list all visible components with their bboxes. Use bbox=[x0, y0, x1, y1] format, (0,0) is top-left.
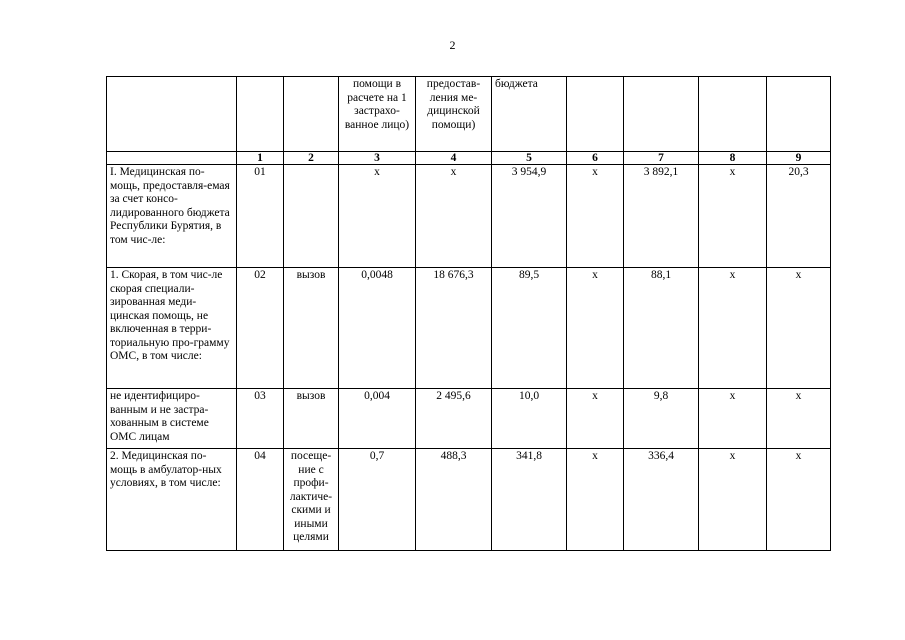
value-cell: х bbox=[767, 268, 831, 389]
value-cell: х bbox=[699, 165, 767, 268]
value-cell: х bbox=[699, 389, 767, 449]
row-code-cell: 04 bbox=[237, 449, 284, 551]
value-cell: 341,8 bbox=[492, 449, 567, 551]
value-cell: 89,5 bbox=[492, 268, 567, 389]
column-number-row bbox=[107, 152, 831, 165]
header-cell bbox=[767, 77, 831, 152]
value-cell: х bbox=[699, 268, 767, 389]
table-row bbox=[107, 449, 831, 551]
column-number: 8 bbox=[699, 152, 767, 165]
header-cell bbox=[107, 77, 237, 152]
value-cell: 336,4 bbox=[624, 449, 699, 551]
column-number: 5 bbox=[492, 152, 567, 165]
value-cell: 488,3 bbox=[416, 449, 492, 551]
header-cell bbox=[284, 77, 339, 152]
table-header-row bbox=[107, 77, 831, 152]
value-cell: 3 954,9 bbox=[492, 165, 567, 268]
column-number: 6 bbox=[567, 152, 624, 165]
value-cell: 0,004 bbox=[339, 389, 416, 449]
value-cell: х bbox=[567, 268, 624, 389]
row-name-cell: I. Медицинская по-мощь, предоставля-емая за счет консо-лидированного бюджета Республики Бурятия, в том чис-ле: bbox=[107, 165, 237, 268]
row-code-cell: 02 bbox=[237, 268, 284, 389]
value-cell: х bbox=[767, 449, 831, 551]
value-cell: 9,8 bbox=[624, 389, 699, 449]
row-name-cell: не идентифициро-ванным и не застра-хованным в системе ОМС лицам bbox=[107, 389, 237, 449]
column-number: 7 bbox=[624, 152, 699, 165]
value-cell: 20,3 bbox=[767, 165, 831, 268]
table-row bbox=[107, 165, 831, 268]
row-name-cell: 2. Медицинская по-мощь в амбулатор-ных условиях, в том числе: bbox=[107, 449, 237, 551]
page-number: 2 bbox=[449, 38, 456, 52]
value-cell: 88,1 bbox=[624, 268, 699, 389]
value-cell: 10,0 bbox=[492, 389, 567, 449]
value-cell: 3 892,1 bbox=[624, 165, 699, 268]
value-cell: 0,0048 bbox=[339, 268, 416, 389]
table-row bbox=[107, 268, 831, 389]
value-cell: х bbox=[567, 389, 624, 449]
column-number: 2 bbox=[284, 152, 339, 165]
column-number: 9 bbox=[767, 152, 831, 165]
column-number: 4 bbox=[416, 152, 492, 165]
value-cell: х bbox=[567, 165, 624, 268]
table-row bbox=[107, 389, 831, 449]
header-cell bbox=[699, 77, 767, 152]
header-cell bbox=[567, 77, 624, 152]
value-cell: 2 495,6 bbox=[416, 389, 492, 449]
header-cell-budget: бюджета bbox=[492, 77, 567, 152]
row-code-cell: 01 bbox=[237, 165, 284, 268]
value-cell: 18 676,3 bbox=[416, 268, 492, 389]
value-cell: х bbox=[699, 449, 767, 551]
header-cell-per-insured: помощи в расчете на 1 застрахо-ванное лицо) bbox=[339, 77, 416, 152]
value-cell: х bbox=[567, 449, 624, 551]
value-cell: 0,7 bbox=[339, 449, 416, 551]
row-name-cell: 1. Скорая, в том чис-ле скорая специали-зированная меди-цинская помощь, не включенная в терри-ториальную про-грамму ОМС, в том числе: bbox=[107, 268, 237, 389]
unit-cell: вызов bbox=[284, 268, 339, 389]
unit-cell: вызов bbox=[284, 389, 339, 449]
column-number bbox=[107, 152, 237, 165]
unit-cell: посеще-ние с профи-лактиче-скими и иными целями bbox=[284, 449, 339, 551]
value-cell: х bbox=[416, 165, 492, 268]
header-cell bbox=[624, 77, 699, 152]
header-cell bbox=[237, 77, 284, 152]
column-number: 3 bbox=[339, 152, 416, 165]
column-number: 1 bbox=[237, 152, 284, 165]
value-cell: х bbox=[339, 165, 416, 268]
value-cell: х bbox=[767, 389, 831, 449]
medical-care-table bbox=[106, 76, 831, 551]
unit-cell bbox=[284, 165, 339, 268]
header-cell-provision: предостав-ления ме-дицинской помощи) bbox=[416, 77, 492, 152]
row-code-cell: 03 bbox=[237, 389, 284, 449]
